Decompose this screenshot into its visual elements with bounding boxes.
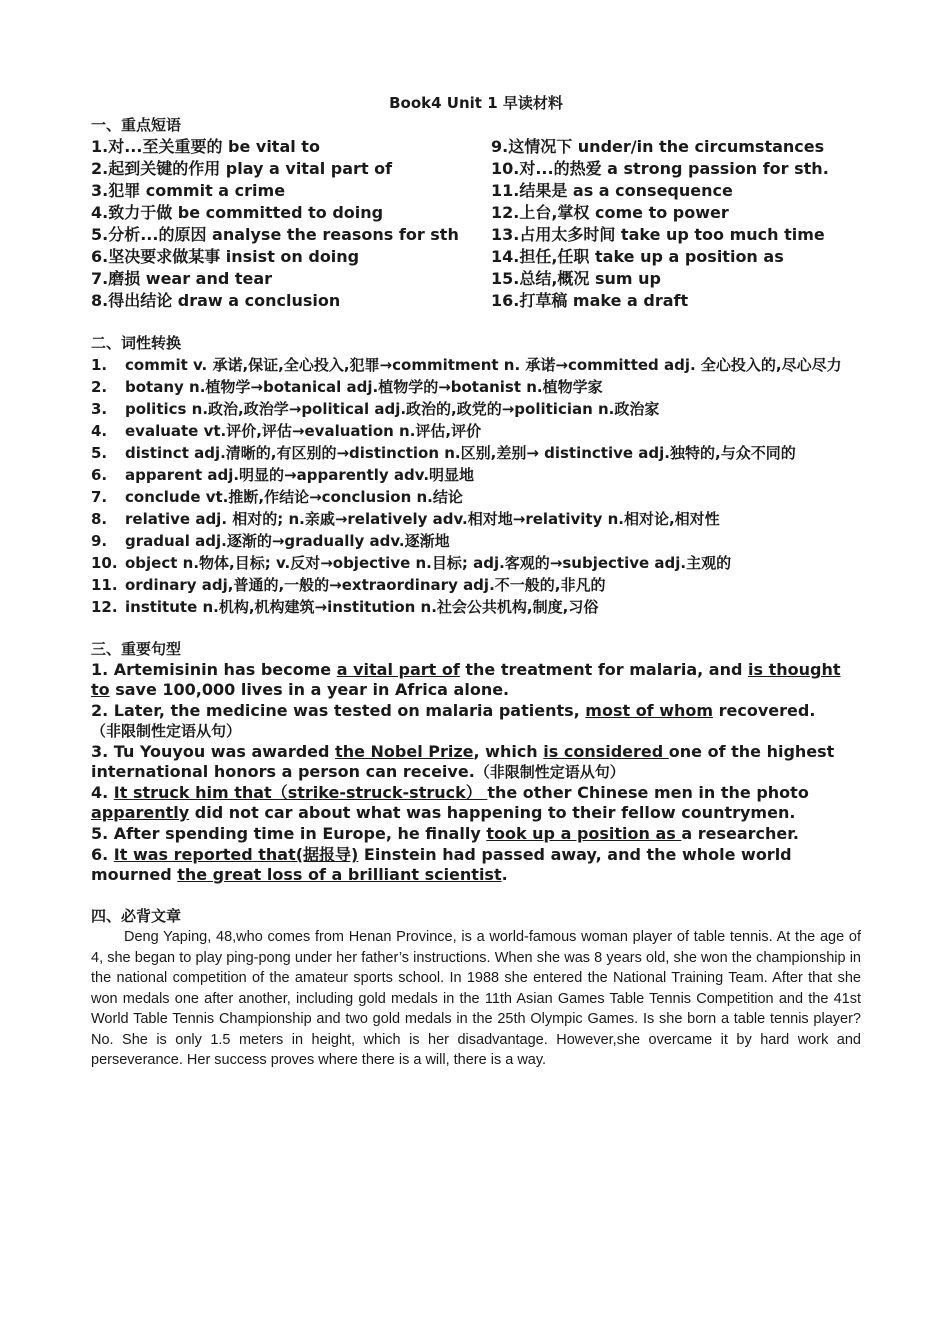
phrase-item: 9.这情况下 under/in the circumstances bbox=[491, 137, 825, 156]
phrase-item: 11.结果是 as a consequence bbox=[491, 181, 733, 200]
phrase-columns bbox=[91, 136, 861, 312]
sentence-4 bbox=[91, 783, 861, 823]
list-item bbox=[91, 398, 861, 420]
list-item bbox=[91, 376, 861, 398]
document-page bbox=[91, 92, 861, 1071]
spacer bbox=[91, 886, 861, 905]
sentence-text: Einstein had passed away, and the whole world mourned bbox=[91, 845, 792, 884]
list-text: relative adj. 相对的; n.亲戚→relatively adv.相对地→relativity n.相对论,相对性 bbox=[125, 510, 720, 528]
list-number: 5. bbox=[91, 444, 108, 462]
phrase-item: 15.总结,概况 sum up bbox=[491, 269, 661, 288]
list-text: evaluate vt.评价,评估→evaluation n.评估,评价 bbox=[125, 422, 482, 440]
list-text: institute n.机构,机构建筑→institution n.社会公共机构,制度,习俗 bbox=[125, 598, 599, 616]
list-text: conclude vt.推断,作结论→conclusion n.结论 bbox=[125, 488, 463, 506]
sentence-text: the other Chinese men in the photo bbox=[487, 783, 809, 802]
sentence-text: one of the highest international honors a person can receive. bbox=[91, 742, 835, 781]
phrase-item: 12.上台,掌权 come to power bbox=[491, 203, 729, 222]
list-text: object n.物体,目标; v.反对→objective n.目标; adj.客观的→subjective adj.主观的 bbox=[125, 554, 732, 572]
list-number: 3. bbox=[91, 400, 108, 418]
list-number: 12. bbox=[91, 598, 118, 616]
phrase-item: 14.担任,任职 take up a position as bbox=[491, 247, 784, 266]
list-number: 1. bbox=[91, 356, 108, 374]
sentence-text: 1. Artemisinin has become bbox=[91, 660, 337, 679]
underlined-phrase: a vital part of bbox=[336, 660, 460, 679]
underlined-phrase: is considered bbox=[543, 742, 669, 761]
phrase-item: 6.坚决要求做某事 insist on doing bbox=[91, 247, 360, 266]
sentence-1 bbox=[91, 660, 861, 700]
list-item bbox=[91, 354, 861, 376]
list-text: politics n.政治,政治学→political adj.政治的,政党的→politician n.政治家 bbox=[125, 400, 660, 418]
sentence-text: 5. After spending time in Europe, he finally bbox=[91, 824, 487, 843]
list-text: commit v. 承诺,保证,全心投入,犯罪→commitment n. 承诺→committed adj. 全心投入的,尽心尽力 bbox=[125, 356, 842, 374]
sentence-text: , which bbox=[473, 742, 544, 761]
list-number: 9. bbox=[91, 532, 108, 550]
list-item bbox=[91, 596, 861, 618]
underlined-phrase: It was reported that(据报导) bbox=[113, 845, 359, 864]
underlined-phrase: most of whom bbox=[585, 701, 714, 720]
spacer bbox=[91, 312, 861, 332]
list-item bbox=[91, 420, 861, 442]
list-number: 8. bbox=[91, 510, 108, 528]
list-text: gradual adj.逐渐的→gradually adv.逐渐地 bbox=[125, 532, 450, 550]
underlined-phrase: is thought to bbox=[91, 660, 841, 699]
sentence-text: . bbox=[501, 865, 508, 884]
phrase-item: 8.得出结论 draw a conclusion bbox=[91, 291, 341, 310]
list-item bbox=[91, 508, 861, 530]
sentence-text: did not car about what was happening to their fellow countrymen. bbox=[189, 803, 796, 822]
sentence-3 bbox=[91, 742, 861, 782]
phrase-item: 10.对...的热爱 a strong passion for sth. bbox=[491, 159, 829, 178]
sentence-text: 3. Tu Youyou was awarded bbox=[91, 742, 336, 761]
underlined-phrase: It struck him that（strike-struck-struck） bbox=[113, 783, 488, 802]
phrase-column-right bbox=[491, 136, 861, 312]
list-text: ordinary adj,普通的,一般的→extraordinary adj.不一般的,非凡的 bbox=[125, 576, 606, 594]
section-heading-word-forms: 二、词性转换 bbox=[91, 334, 182, 352]
list-item bbox=[91, 574, 861, 596]
section-heading-article: 四、必背文章 bbox=[91, 907, 182, 925]
section-heading-phrases: 一、重点短语 bbox=[91, 116, 182, 134]
phrase-item: 3.犯罪 commit a crime bbox=[91, 181, 286, 200]
list-number: 7. bbox=[91, 488, 108, 506]
phrase-column-left bbox=[91, 136, 491, 312]
list-text: apparent adj.明显的→apparently adv.明显地 bbox=[125, 466, 475, 484]
spacer bbox=[91, 618, 861, 638]
list-number: 11. bbox=[91, 576, 118, 594]
sentence-2 bbox=[91, 701, 861, 741]
underlined-phrase: the great loss of a brilliant scientist bbox=[177, 865, 502, 884]
underlined-phrase: took up a position as bbox=[486, 824, 682, 843]
sentence-text: recovered. bbox=[713, 701, 816, 720]
phrase-item: 16.打草稿 make a draft bbox=[491, 291, 689, 310]
grammar-note: （非限制性定语从句） bbox=[474, 763, 625, 781]
underlined-phrase: apparently bbox=[91, 803, 190, 822]
article-paragraph: Deng Yaping, 48,who comes from Henan Province, is a world-famous woman player of table tennis. At the age of 4, she began to play ping-pong under her father’s instructions. When she was 8 years old, she won the championship in the national competition of the amateur sports school. In 1988 she entered the National Training Team. After that she won medals one after another, including gold medals in the 11th Asian Games Table Tennis Competition and the 41st World Table Tennis Championship and two gold medals in the 25th Olympic Games. Is she born a table tennis player? No. She is only 1.5 meters in height, which is her disadvantage. However,she overcame it by hard work and perseverance. Her success proves where there is a will, there is a way. bbox=[91, 929, 861, 1068]
list-item bbox=[91, 442, 861, 464]
sentence-text: 2. Later, the medicine was tested on malaria patients, bbox=[91, 701, 586, 720]
list-number: 4. bbox=[91, 422, 108, 440]
grammar-note: （非限制性定语从句） bbox=[91, 722, 242, 740]
underlined-phrase: the Nobel Prize bbox=[335, 742, 474, 761]
section-heading-sentence-patterns: 三、重要句型 bbox=[91, 640, 182, 658]
phrase-item: 7.磨损 wear and tear bbox=[91, 269, 273, 288]
word-form-list bbox=[91, 354, 861, 618]
list-number: 6. bbox=[91, 466, 108, 484]
list-item bbox=[91, 464, 861, 486]
list-number: 2. bbox=[91, 378, 108, 396]
phrase-item: 5.分析...的原因 analyse the reasons for sth bbox=[91, 225, 459, 244]
sentence-text: a researcher. bbox=[681, 824, 799, 843]
phrase-item: 4.致力于做 be committed to doing bbox=[91, 203, 384, 222]
list-text: distinct adj.清晰的,有区别的→distinction n.区别,差别→ distinctive adj.独特的,与众不同的 bbox=[125, 444, 796, 462]
list-text: botany n.植物学→botanical adj.植物学的→botanist n.植物学家 bbox=[125, 378, 603, 396]
list-item bbox=[91, 552, 861, 574]
sentence-text: save 100,000 lives in a year in Africa alone. bbox=[109, 680, 510, 699]
document-title: Book4 Unit 1 早读材料 bbox=[389, 94, 563, 112]
list-item bbox=[91, 530, 861, 552]
sentence-6 bbox=[91, 845, 861, 885]
phrase-item: 2.起到关键的作用 play a vital part of bbox=[91, 159, 393, 178]
phrase-item: 1.对...至关重要的 be vital to bbox=[91, 137, 320, 156]
sentence-text: the treatment for malaria, and bbox=[459, 660, 749, 679]
sentence-text: 4. bbox=[91, 783, 114, 802]
sentence-5 bbox=[91, 824, 861, 844]
list-number: 10. bbox=[91, 554, 118, 572]
list-item bbox=[91, 486, 861, 508]
phrase-item: 13.占用太多时间 take up too much time bbox=[491, 225, 825, 244]
sentence-text: 6. bbox=[91, 845, 114, 864]
